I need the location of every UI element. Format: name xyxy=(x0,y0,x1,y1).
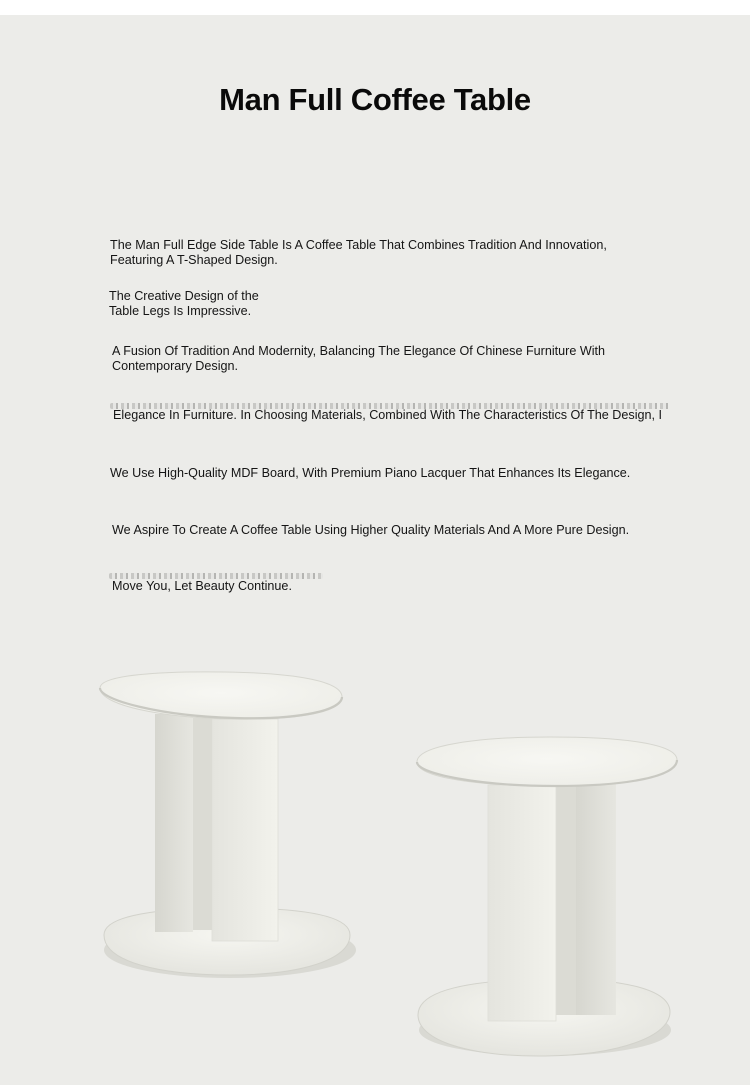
description-paragraph: Move You, Let Beauty Continue. xyxy=(112,579,292,593)
description-paragraph: The Man Full Edge Side Table Is A Coffee Table That Combines Tradition And Innovation, Featuring A T-Shaped Design. xyxy=(110,238,607,267)
description-paragraph: We Aspire To Create A Coffee Table Using Higher Quality Materials And A More Pure Design. xyxy=(112,523,630,537)
table-leg-gap xyxy=(556,785,576,1015)
table-leg-front xyxy=(212,719,278,941)
table-leg-back xyxy=(576,780,616,1015)
table-leg-front xyxy=(488,785,556,1021)
page-title: Man Full Coffee Table xyxy=(219,82,531,117)
table-leg-back xyxy=(155,714,193,932)
description-paragraph: Elegance In Furniture. In Choosing Materials, Combined With The Characteristics Of The Design, I xyxy=(113,408,663,422)
side-table-left xyxy=(100,672,356,978)
description-paragraph: The Creative Design of the Table Legs Is Impressive. xyxy=(109,289,259,318)
side-table-right xyxy=(417,737,677,1056)
description-paragraph: A Fusion Of Tradition And Modernity, Balancing The Elegance Of Chinese Furniture With Contemporary Design. xyxy=(112,344,606,373)
table-top xyxy=(100,672,342,719)
description-paragraph: We Use High-Quality MDF Board, With Premium Piano Lacquer That Enhances Its Elegance. xyxy=(110,466,631,480)
table-leg-gap xyxy=(193,718,212,930)
